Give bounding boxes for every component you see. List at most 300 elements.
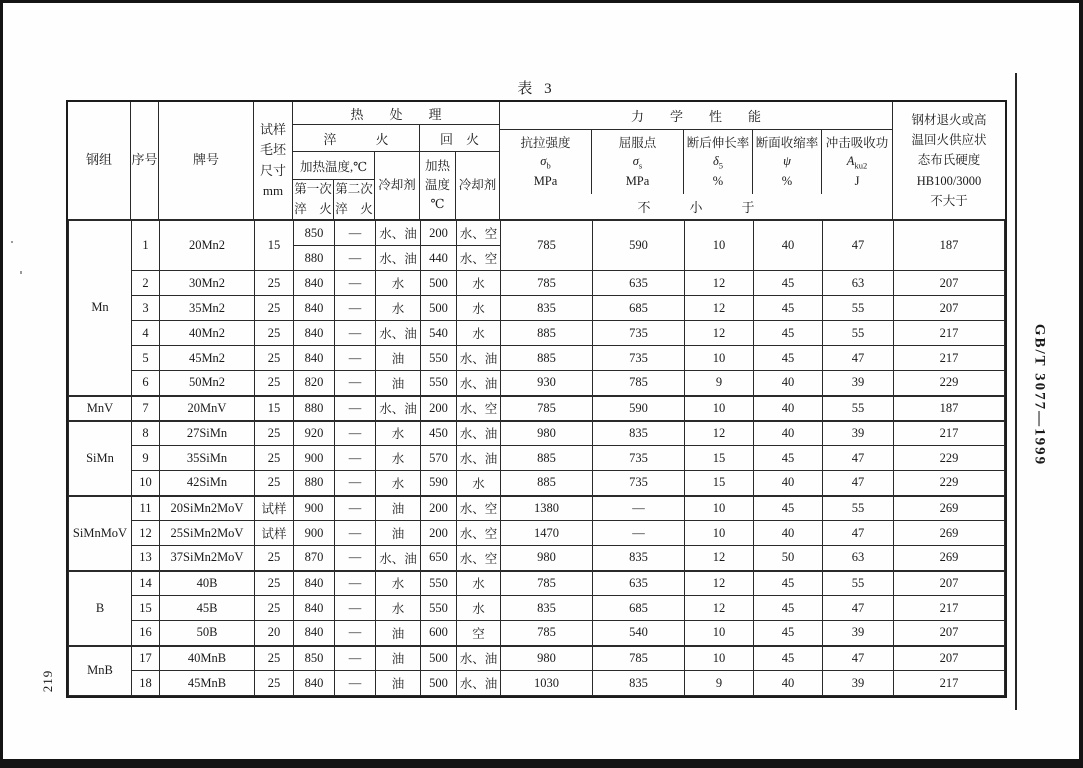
- yield-cell: 735: [593, 446, 685, 471]
- prop-unit: J: [854, 173, 860, 188]
- grade-cell: 20MnV: [160, 396, 255, 421]
- col-header-specimen-size: [254, 102, 293, 219]
- table-row: [69, 546, 1005, 571]
- yield-cell: 835: [593, 421, 685, 446]
- yield-cell: 735: [593, 471, 685, 496]
- tensile-strength-header: [500, 130, 592, 194]
- mechanical-properties-group: [500, 102, 893, 219]
- tensile-cell: 885: [501, 321, 593, 346]
- impact-cell: 55: [823, 396, 894, 421]
- not-less-than-header: 不 小 于: [500, 194, 893, 219]
- temper-coolant-cell: 水、空: [457, 396, 501, 421]
- steel-group-cell: MnB: [69, 646, 132, 696]
- impact-cell: 39: [823, 371, 894, 396]
- yield-cell: 635: [593, 271, 685, 296]
- quench-temp1-cell: 840: [294, 571, 335, 596]
- elongation-cell: 12: [685, 596, 754, 621]
- elongation-cell: 10: [685, 221, 754, 271]
- tensile-cell: 785: [501, 396, 593, 421]
- elongation-cell: 15: [685, 471, 754, 496]
- quench-coolant-cell: 水: [376, 596, 421, 621]
- seq-cell: 16: [132, 621, 160, 646]
- hardness-header-line: 不大于: [930, 193, 968, 208]
- quench-temp2-cell: —: [335, 596, 376, 621]
- hardness-cell: 217: [894, 671, 1005, 696]
- temper-heating-temp-header: [420, 152, 456, 219]
- quench-temp2-cell: —: [335, 346, 376, 371]
- first-quench-line: 淬 火: [294, 201, 332, 216]
- hardness-cell: 269: [894, 496, 1005, 521]
- impact-cell: 55: [823, 496, 894, 521]
- quench-temp1-cell: 820: [294, 371, 335, 396]
- quench-temp1-cell: 920: [294, 421, 335, 446]
- elongation-cell: 12: [685, 571, 754, 596]
- table-row: [69, 396, 1005, 421]
- size-cell: 25: [255, 646, 294, 671]
- seq-cell: 15: [132, 596, 160, 621]
- seq-cell: 11: [132, 496, 160, 521]
- quench-temp2-cell: —: [335, 221, 376, 246]
- tensile-cell: 980: [501, 646, 593, 671]
- hardness-condition-header: [893, 102, 1005, 219]
- size-cell: 25: [255, 596, 294, 621]
- elongation-cell: 10: [685, 521, 754, 546]
- size-cell: 25: [255, 346, 294, 371]
- reduction-cell: 45: [754, 496, 823, 521]
- hardness-header-line: HB100/3000: [916, 173, 982, 188]
- hardness-cell: 217: [894, 596, 1005, 621]
- hardness-cell: 229: [894, 471, 1005, 496]
- grade-cell: 25SiMn2MoV: [160, 521, 255, 546]
- reduction-cell: 40: [754, 371, 823, 396]
- temper-temp-cell: 500: [421, 271, 457, 296]
- yield-cell: —: [593, 496, 685, 521]
- quench-temp2-cell: —: [335, 396, 376, 421]
- grade-cell: 20SiMn2MoV: [160, 496, 255, 521]
- quench-temp1-cell: 900: [294, 521, 335, 546]
- quench-temp2-cell: —: [335, 421, 376, 446]
- quench-coolant-cell: 水、油: [376, 221, 421, 246]
- elongation-cell: 10: [685, 396, 754, 421]
- reduction-cell: 45: [754, 571, 823, 596]
- quench-heating-temp-group: [293, 152, 375, 219]
- yield-cell: 635: [593, 571, 685, 596]
- yield-cell: 540: [593, 621, 685, 646]
- scan-speck: [11, 241, 13, 243]
- temper-heating-line: ℃: [430, 197, 445, 212]
- hardness-cell: 187: [894, 396, 1005, 421]
- temper-coolant-cell: 水、空: [457, 521, 501, 546]
- prop-name: 断面收缩率: [755, 135, 819, 150]
- prop-unit: %: [712, 173, 724, 188]
- temper-temp-cell: 440: [421, 246, 457, 271]
- temper-coolant-cell: 水、油: [457, 446, 501, 471]
- quench-temp2-cell: —: [335, 571, 376, 596]
- temper-coolant-cell: 空: [457, 621, 501, 646]
- elongation-cell: 10: [685, 346, 754, 371]
- temper-heating-line: 温度: [424, 177, 450, 192]
- temper-coolant-cell: 水: [457, 571, 501, 596]
- temper-coolant-header: 冷却剂: [456, 152, 500, 219]
- impact-cell: 55: [823, 571, 894, 596]
- temper-temp-cell: 570: [421, 446, 457, 471]
- quench-coolant-header: 冷却剂: [375, 152, 420, 219]
- table-row: [69, 321, 1005, 346]
- hardness-cell: 207: [894, 571, 1005, 596]
- quench-temp2-cell: —: [335, 446, 376, 471]
- quench-temp1-cell: 850: [294, 646, 335, 671]
- size-cell: 25: [255, 321, 294, 346]
- seq-cell: 5: [132, 346, 160, 371]
- seq-cell: 8: [132, 421, 160, 446]
- size-cell: 20: [255, 621, 294, 646]
- steel-grades-table: [68, 220, 1005, 696]
- first-quench-header: [293, 180, 334, 219]
- table-caption: 表 3: [517, 81, 556, 97]
- tensile-cell: 980: [501, 546, 593, 571]
- impact-cell: 47: [823, 521, 894, 546]
- yield-cell: 685: [593, 296, 685, 321]
- reduction-cell: 45: [754, 596, 823, 621]
- quench-coolant-cell: 油: [376, 646, 421, 671]
- temper-coolant-cell: 水、油: [457, 646, 501, 671]
- quench-temp2-cell: —: [335, 371, 376, 396]
- table-row: [69, 296, 1005, 321]
- seq-cell: 3: [132, 296, 160, 321]
- size-cell: 25: [255, 671, 294, 696]
- first-quench-line: 第一次: [294, 182, 332, 197]
- impact-cell: 47: [823, 446, 894, 471]
- seq-cell: 10: [132, 471, 160, 496]
- quench-coolant-cell: 水: [376, 421, 421, 446]
- prop-unit: MPa: [533, 173, 558, 188]
- reduction-cell: 40: [754, 521, 823, 546]
- impact-cell: 47: [823, 221, 894, 271]
- impact-energy-header: [822, 130, 893, 194]
- grade-cell: 27SiMn: [160, 421, 255, 446]
- quench-temp1-cell: 870: [294, 546, 335, 571]
- elongation-cell: 12: [685, 321, 754, 346]
- grade-cell: 35Mn2: [160, 296, 255, 321]
- quench-coolant-cell: 油: [376, 346, 421, 371]
- second-quench-header: [334, 180, 375, 219]
- temper-temp-cell: 200: [421, 496, 457, 521]
- temper-coolant-cell: 水、油: [457, 371, 501, 396]
- heat-treatment-group: [293, 102, 500, 219]
- elongation-cell: 10: [685, 496, 754, 521]
- elongation-cell: 9: [685, 671, 754, 696]
- reduction-cell: 45: [754, 646, 823, 671]
- temper-temp-cell: 590: [421, 471, 457, 496]
- size-cell: 试样: [255, 496, 294, 521]
- tensile-cell: 785: [501, 221, 593, 271]
- temper-coolant-cell: 水: [457, 296, 501, 321]
- seq-cell: 4: [132, 321, 160, 346]
- tensile-cell: 885: [501, 446, 593, 471]
- quench-temp1-cell: 840: [294, 621, 335, 646]
- table-header: [68, 102, 1005, 220]
- size-cell: 25: [255, 421, 294, 446]
- temper-heating-line: 加热: [424, 158, 450, 173]
- grade-cell: 37SiMn2MoV: [160, 546, 255, 571]
- mechanical-properties-header: 力 学 性 能: [500, 102, 893, 130]
- reduction-cell: 45: [754, 446, 823, 471]
- quench-temp1-cell: 880: [294, 396, 335, 421]
- quench-temp2-cell: —: [335, 546, 376, 571]
- hardness-cell: 269: [894, 546, 1005, 571]
- temper-coolant-cell: 水、空: [457, 546, 501, 571]
- quench-temp1-cell: 900: [294, 446, 335, 471]
- quench-temp1-cell: 840: [294, 271, 335, 296]
- size-cell: 试样: [255, 521, 294, 546]
- hardness-cell: 269: [894, 521, 1005, 546]
- quench-temp2-cell: —: [335, 271, 376, 296]
- table-row: [69, 496, 1005, 521]
- prop-name: 屈服点: [618, 135, 657, 150]
- reduction-cell: 40: [754, 671, 823, 696]
- quench-temp1-cell: 840: [294, 671, 335, 696]
- steel-group-cell: SiMnMoV: [69, 496, 132, 571]
- table-row: [69, 346, 1005, 371]
- temper-temp-cell: 500: [421, 671, 457, 696]
- yield-cell: 590: [593, 396, 685, 421]
- table-row: [69, 446, 1005, 471]
- temper-temp-cell: 600: [421, 621, 457, 646]
- table-row: [69, 271, 1005, 296]
- prop-name: 断后伸长率: [686, 135, 750, 150]
- tensile-cell: 835: [501, 296, 593, 321]
- seq-cell: 18: [132, 671, 160, 696]
- elongation-cell: 10: [685, 621, 754, 646]
- temper-coolant-cell: 水、油: [457, 346, 501, 371]
- quench-coolant-cell: 水、油: [376, 546, 421, 571]
- temper-temp-cell: 550: [421, 571, 457, 596]
- specimen-size-line: mm: [262, 182, 284, 198]
- hardness-cell: 217: [894, 321, 1005, 346]
- reduction-cell: 40: [754, 221, 823, 271]
- tensile-cell: 785: [501, 621, 593, 646]
- size-cell: 25: [255, 546, 294, 571]
- quench-group: [293, 125, 420, 219]
- grade-cell: 45B: [160, 596, 255, 621]
- yield-point-header: [592, 130, 684, 194]
- reduction-cell: 40: [754, 471, 823, 496]
- prop-name: 抗拉强度: [520, 135, 571, 150]
- second-quench-line: 第二次: [335, 182, 373, 197]
- impact-cell: 47: [823, 471, 894, 496]
- temper-temp-cell: 200: [421, 221, 457, 246]
- seq-cell: 2: [132, 271, 160, 296]
- grade-cell: 50B: [160, 621, 255, 646]
- temper-temp-cell: 540: [421, 321, 457, 346]
- prop-unit: %: [781, 173, 793, 188]
- table-row: [69, 521, 1005, 546]
- grade-cell: 30Mn2: [160, 271, 255, 296]
- tensile-cell: 1380: [501, 496, 593, 521]
- size-cell: 25: [255, 296, 294, 321]
- steel-group-cell: MnV: [69, 396, 132, 421]
- reduction-cell: 40: [754, 421, 823, 446]
- impact-cell: 63: [823, 271, 894, 296]
- steel-group-cell: SiMn: [69, 421, 132, 496]
- temper-temp-cell: 650: [421, 546, 457, 571]
- table-3: [66, 100, 1007, 698]
- hardness-cell: 217: [894, 421, 1005, 446]
- seq-cell: 1: [132, 221, 160, 271]
- page-number: 219: [40, 669, 55, 693]
- table-row: [69, 571, 1005, 596]
- reduction-cell: 45: [754, 346, 823, 371]
- tensile-cell: 885: [501, 471, 593, 496]
- quench-temp2-cell: —: [335, 646, 376, 671]
- reduction-of-area-header: [753, 130, 822, 194]
- quench-coolant-cell: 油: [376, 521, 421, 546]
- quench-temp2-cell: —: [335, 471, 376, 496]
- tensile-cell: 1470: [501, 521, 593, 546]
- sigma-s-symbol: $\sigma_s$: [632, 154, 643, 171]
- tensile-cell: 785: [501, 271, 593, 296]
- impact-cell: 47: [823, 596, 894, 621]
- temper-temp-cell: 500: [421, 646, 457, 671]
- grade-cell: 45MnB: [160, 671, 255, 696]
- temper-coolant-cell: 水、空: [457, 496, 501, 521]
- hardness-header-line: 温回火供应状: [911, 133, 987, 148]
- seq-cell: 9: [132, 446, 160, 471]
- table-row: [69, 596, 1005, 621]
- quench-coolant-cell: 油: [376, 671, 421, 696]
- quench-temp1-cell: 840: [294, 346, 335, 371]
- quench-temp1-cell: 880: [294, 246, 335, 271]
- quench-temp2-cell: —: [335, 246, 376, 271]
- quench-coolant-cell: 水: [376, 446, 421, 471]
- elongation-cell: 12: [685, 271, 754, 296]
- temper-coolant-cell: 水: [457, 321, 501, 346]
- quench-temp2-cell: —: [335, 521, 376, 546]
- elongation-cell: 12: [685, 296, 754, 321]
- temper-group: [420, 125, 500, 219]
- table-row: [69, 371, 1005, 396]
- prop-name: 冲击吸收功: [825, 135, 889, 150]
- hardness-cell: 207: [894, 296, 1005, 321]
- seq-cell: 14: [132, 571, 160, 596]
- quench-temp2-cell: —: [335, 621, 376, 646]
- quench-coolant-cell: 水、油: [376, 321, 421, 346]
- quench-coolant-cell: 油: [376, 371, 421, 396]
- reduction-cell: 45: [754, 621, 823, 646]
- size-cell: 25: [255, 446, 294, 471]
- col-header-grade: 牌号: [159, 102, 254, 219]
- col-header-seq: 序号: [131, 102, 159, 219]
- quench-temp1-cell: 840: [294, 296, 335, 321]
- sigma-b-symbol: $\sigma_b$: [540, 154, 551, 171]
- reduction-cell: 50: [754, 546, 823, 571]
- elongation-header: [684, 130, 753, 194]
- quench-temp1-cell: 840: [294, 596, 335, 621]
- seq-cell: 12: [132, 521, 160, 546]
- quench-temp1-cell: 850: [294, 221, 335, 246]
- elongation-cell: 15: [685, 446, 754, 471]
- temper-coolant-cell: 水、油: [457, 421, 501, 446]
- hardness-cell: 217: [894, 346, 1005, 371]
- tensile-cell: 885: [501, 346, 593, 371]
- impact-cell: 39: [823, 621, 894, 646]
- temper-coolant-cell: 水、油: [457, 671, 501, 696]
- impact-cell: 39: [823, 421, 894, 446]
- temper-temp-cell: 200: [421, 521, 457, 546]
- grade-cell: 40MnB: [160, 646, 255, 671]
- table-row: [69, 646, 1005, 671]
- temper-coolant-cell: 水、空: [457, 221, 501, 246]
- table-row: [69, 221, 1005, 246]
- elongation-cell: 12: [685, 421, 754, 446]
- impact-cell: 47: [823, 346, 894, 371]
- yield-cell: 835: [593, 546, 685, 571]
- steel-group-cell: B: [69, 571, 132, 646]
- quench-coolant-cell: 水: [376, 471, 421, 496]
- table-row: [69, 671, 1005, 696]
- temper-temp-cell: 550: [421, 346, 457, 371]
- reduction-cell: 40: [754, 396, 823, 421]
- yield-cell: 785: [593, 371, 685, 396]
- yield-cell: 685: [593, 596, 685, 621]
- tensile-cell: 1030: [501, 671, 593, 696]
- size-cell: 25: [255, 271, 294, 296]
- impact-cell: 39: [823, 671, 894, 696]
- seq-cell: 13: [132, 546, 160, 571]
- size-cell: 15: [255, 396, 294, 421]
- psi-symbol: ψ: [783, 154, 791, 169]
- temper-temp-cell: 500: [421, 296, 457, 321]
- impact-cell: 55: [823, 321, 894, 346]
- grade-cell: 20Mn2: [160, 221, 255, 271]
- temper-temp-cell: 550: [421, 371, 457, 396]
- grade-cell: 45Mn2: [160, 346, 255, 371]
- specimen-size-line: 尺寸: [259, 162, 286, 178]
- quench-header: 淬 火: [293, 125, 420, 152]
- temper-coolant-cell: 水: [457, 471, 501, 496]
- yield-cell: 785: [593, 646, 685, 671]
- hardness-cell: 229: [894, 446, 1005, 471]
- grade-cell: 40B: [160, 571, 255, 596]
- table-row: [69, 421, 1005, 446]
- temper-coolant-cell: 水: [457, 596, 501, 621]
- a-ku2-symbol: $A_{ku2}$: [846, 154, 868, 171]
- reduction-cell: 45: [754, 296, 823, 321]
- scan-speck: [20, 271, 22, 274]
- quench-temp2-cell: —: [335, 496, 376, 521]
- right-margin-rule: [1015, 73, 1017, 710]
- tensile-cell: 785: [501, 571, 593, 596]
- hardness-header-line: 钢材退火或高: [911, 112, 987, 127]
- standard-number-label: GB/T 3077—1999: [1031, 323, 1048, 467]
- quench-temp1-cell: 840: [294, 321, 335, 346]
- elongation-cell: 9: [685, 371, 754, 396]
- tensile-cell: 980: [501, 421, 593, 446]
- grade-cell: 50Mn2: [160, 371, 255, 396]
- elongation-cell: 10: [685, 646, 754, 671]
- quench-coolant-cell: 水、油: [376, 246, 421, 271]
- seq-cell: 7: [132, 396, 160, 421]
- temper-temp-cell: 200: [421, 396, 457, 421]
- impact-cell: 47: [823, 646, 894, 671]
- table-row: [69, 471, 1005, 496]
- quench-coolant-cell: 水: [376, 271, 421, 296]
- elongation-cell: 12: [685, 546, 754, 571]
- quench-temp2-cell: —: [335, 321, 376, 346]
- grade-cell: 35SiMn: [160, 446, 255, 471]
- quench-coolant-cell: 油: [376, 496, 421, 521]
- size-cell: 25: [255, 571, 294, 596]
